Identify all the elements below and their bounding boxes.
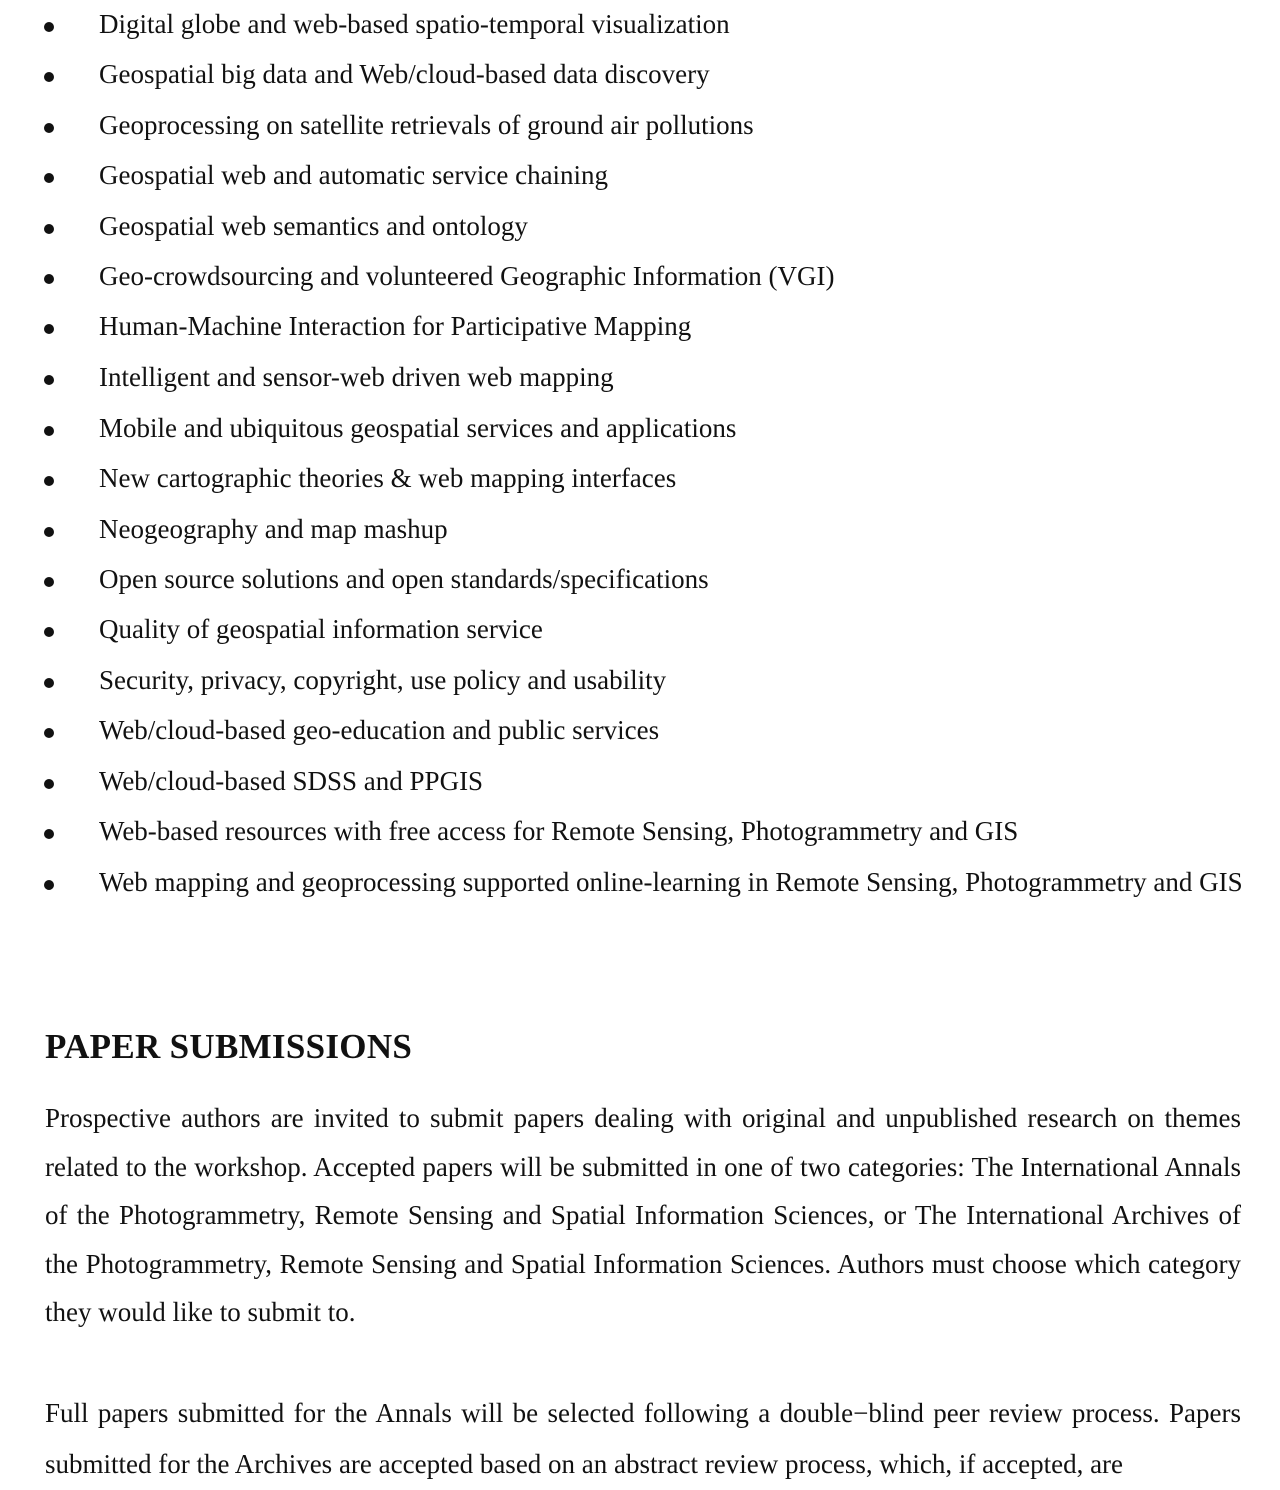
bullet-icon bbox=[44, 123, 54, 133]
list-item-text: Neogeography and map mashup bbox=[99, 514, 448, 544]
bullet-icon bbox=[44, 627, 54, 637]
list-item-text: Web/cloud-based geo-education and public services bbox=[99, 715, 660, 745]
bullet-icon bbox=[44, 173, 54, 183]
list-item-text: Web mapping and geoprocessing supported online-learning in Remote Sensing, Photogrammetry and GIS bbox=[99, 867, 1243, 897]
bullet-icon bbox=[44, 678, 54, 688]
list-item-text: Intelligent and sensor-web driven web mapping bbox=[99, 362, 614, 392]
bullet-icon bbox=[44, 577, 54, 587]
bullet-icon bbox=[44, 476, 54, 486]
list-item-text: Quality of geospatial information service bbox=[99, 614, 543, 644]
bullet-icon bbox=[44, 375, 54, 385]
list-item-text: Geoprocessing on satellite retrievals of ground air pollutions bbox=[99, 110, 754, 140]
bullet-icon bbox=[44, 779, 54, 789]
submission-paragraph: Prospective authors are invited to submit papers dealing with original and unpublished research on themes related to the workshop. Accepted papers will be submitted in one of two categories: The International Annals of the Photogrammetry, Remote Sensing and Spatial Information Sciences, or The International Archives of the Photogrammetry, Remote Sensing and Spatial Information Sciences. Authors must choose which category they would like to submit to. bbox=[45, 1103, 1241, 1327]
list-item-text: Security, privacy, copyright, use policy and usability bbox=[99, 665, 667, 695]
bullet-icon bbox=[44, 426, 54, 436]
bullet-icon bbox=[44, 829, 54, 839]
section-heading: PAPER SUBMISSIONS bbox=[45, 1027, 413, 1066]
list-item-text: Human-Machine Interaction for Participative Mapping bbox=[99, 311, 692, 341]
list-item-text: Geospatial web and automatic service chaining bbox=[99, 160, 609, 190]
bullet-icon bbox=[44, 224, 54, 234]
list-item-text: Mobile and ubiquitous geospatial services and applications bbox=[99, 413, 737, 443]
list-item-text: Web/cloud-based SDSS and PPGIS bbox=[99, 766, 484, 796]
bullet-icon bbox=[44, 527, 54, 537]
list-item-text: New cartographic theories & web mapping interfaces bbox=[99, 463, 677, 493]
bullet-icon bbox=[44, 72, 54, 82]
list-item-text: Web-based resources with free access for Remote Sensing, Photogrammetry and GIS bbox=[99, 816, 1019, 846]
list-item-text: Geo-crowdsourcing and volunteered Geographic Information (VGI) bbox=[99, 261, 835, 291]
list-item-text: Digital globe and web-based spatio-temporal visualization bbox=[99, 9, 730, 39]
bullet-icon bbox=[44, 22, 54, 32]
list-item-text: Open source solutions and open standards/specifications bbox=[99, 564, 709, 594]
review-paragraph: Full papers submitted for the Annals will be selected following a double−blind peer review process. Papers submitted for the Archives are accepted based on an abstract review process, which, if accepted, are bbox=[45, 1398, 1241, 1479]
bullet-icon bbox=[44, 728, 54, 738]
list-item-text: Geospatial web semantics and ontology bbox=[99, 211, 528, 241]
bullet-icon bbox=[44, 324, 54, 334]
bullet-icon bbox=[44, 880, 54, 890]
bullet-icon bbox=[44, 274, 54, 284]
list-item-text: Geospatial big data and Web/cloud-based data discovery bbox=[99, 59, 710, 89]
